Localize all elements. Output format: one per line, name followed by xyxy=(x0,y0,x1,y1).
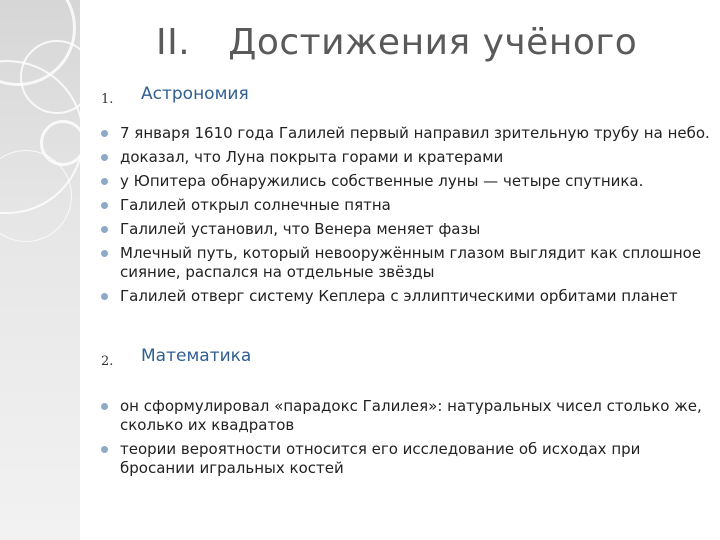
bullet-icon xyxy=(101,403,108,410)
list-item xyxy=(0,148,720,167)
bullet-icon xyxy=(101,202,108,209)
list-item-text: он сформулировал «парадокс Галилея»: натуральных чисел столько же, сколько их квадратов xyxy=(120,397,702,434)
list-item-text: Галилей отверг систему Кеплера с эллиптическими орбитами планет xyxy=(120,287,678,305)
list-item-text: Млечный путь, который невооружённым глазом выглядит как сплошное сияние, распался на отдельные звёзды xyxy=(120,244,702,281)
section-number: 1. xyxy=(101,92,114,107)
bullet-icon xyxy=(101,154,108,161)
section-heading xyxy=(0,84,720,114)
list-item xyxy=(0,172,720,191)
section-title: Математика xyxy=(141,346,252,366)
list-item-text: Галилей установил, что Венера меняет фазы xyxy=(120,220,481,238)
list-item-text: 7 января 1610 года Галилей первый направил зрительную трубу на небо. xyxy=(120,124,710,142)
bullet-icon xyxy=(101,130,108,137)
slide-title-number: II. xyxy=(156,22,191,63)
list-item xyxy=(0,244,720,282)
list-item xyxy=(0,397,720,435)
list-item-text: доказал, что Луна покрыта горами и кратерами xyxy=(120,148,504,166)
section-number: 2. xyxy=(101,354,114,369)
bullet-icon xyxy=(101,178,108,185)
list-item xyxy=(0,220,720,239)
bullet-list xyxy=(0,397,720,478)
slide-title xyxy=(156,22,637,63)
section-mathematics xyxy=(0,346,720,483)
list-item xyxy=(0,124,720,143)
list-item-text: у Юпитера обнаружились собственные луны — четыре спутника. xyxy=(120,172,644,190)
list-item xyxy=(0,196,720,215)
bullet-icon xyxy=(101,250,108,257)
bullet-icon xyxy=(101,226,108,233)
slide-title-text: Достижения учёного xyxy=(228,22,638,63)
bullet-icon xyxy=(101,446,108,453)
list-item xyxy=(0,287,720,306)
list-item xyxy=(0,440,720,478)
section-astronomy xyxy=(0,84,720,311)
section-title: Астрономия xyxy=(141,84,249,104)
bullet-icon xyxy=(101,293,108,300)
section-heading xyxy=(0,346,720,376)
list-item-text: Галилей открыл солнечные пятна xyxy=(120,196,391,214)
list-item-text: теории вероятности относится его исследование об исходах при бросании игральных костей xyxy=(120,440,641,477)
bullet-list xyxy=(0,124,720,306)
